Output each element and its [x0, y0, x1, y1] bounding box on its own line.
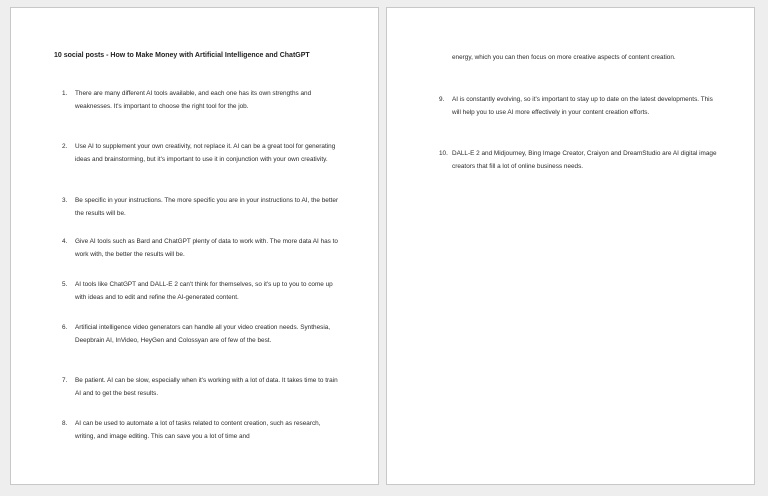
list-item	[439, 148, 717, 173]
item-number: 6.	[62, 324, 68, 331]
item-text: Be patient. AI can be slow, especially when it's working with a lot of data. It takes time to train AI and to get the best results.	[75, 377, 338, 397]
item-number: 4.	[62, 238, 68, 245]
document-page-2	[386, 7, 755, 485]
item-text: DALL-E 2 and Midjourney, Bing Image Creator, Craiyon and DreamStudio are AI digital image creators that fill a lot of online business needs.	[452, 150, 717, 170]
list-item	[62, 195, 340, 220]
item-number: 5.	[62, 281, 68, 288]
list-item	[62, 375, 340, 400]
item-text: AI is constantly evolving, so it's important to stay up to date on the latest developments. This will help you to use AI more effectively in your content creation efforts.	[452, 96, 713, 116]
item-text: Use AI to supplement your own creativity, not replace it. AI can be a great tool for generating ideas and brainstorming, but it's important to use it in conjunction with your own creativity.	[75, 143, 336, 163]
list-item	[62, 322, 340, 347]
item-number: 2.	[62, 143, 68, 150]
list-item	[62, 141, 340, 166]
item-number: 7.	[62, 377, 68, 384]
list-item	[62, 279, 340, 304]
list-item	[62, 88, 340, 113]
item-number: 1.	[62, 90, 68, 97]
item-text: Be specific in your instructions. The more specific you are in your instructions to AI, the better the results will be.	[75, 197, 339, 217]
item-text: There are many different AI tools available, and each one has its own strengths and weaknesses. It's important to choose the right tool for the job.	[75, 90, 312, 110]
item-number: 10.	[439, 150, 448, 157]
list-item	[439, 94, 717, 119]
item-number: 3.	[62, 197, 68, 204]
item-number: 8.	[62, 420, 68, 427]
document-page-1	[10, 7, 379, 485]
item-text: Artificial intelligence video generators can handle all your video creation needs. Synthesia, Deepbrain AI, InVideo, HeyGen and Colossyan are of few of the best.	[75, 324, 331, 344]
item-text: AI can be used to automate a lot of tasks related to content creation, such as research, writing, and image editing. This can save you a lot of time and	[75, 420, 321, 440]
item-number: 9.	[439, 96, 445, 103]
document-title: 10 social posts - How to Make Money with Artificial Intelligence and ChatGPT	[54, 52, 310, 59]
item-text: Give AI tools such as Bard and ChatGPT plenty of data to work with. The more data AI has to work with, the better the results will be.	[75, 238, 338, 258]
list-item	[62, 418, 340, 443]
list-item	[62, 236, 340, 261]
item-text: AI tools like ChatGPT and DALL-E 2 can't think for themselves, so it's up to you to come up with ideas and to edit and refine the AI-generated content.	[75, 281, 333, 301]
item-8-continuation: energy, which you can then focus on more creative aspects of content creation.	[452, 54, 676, 61]
